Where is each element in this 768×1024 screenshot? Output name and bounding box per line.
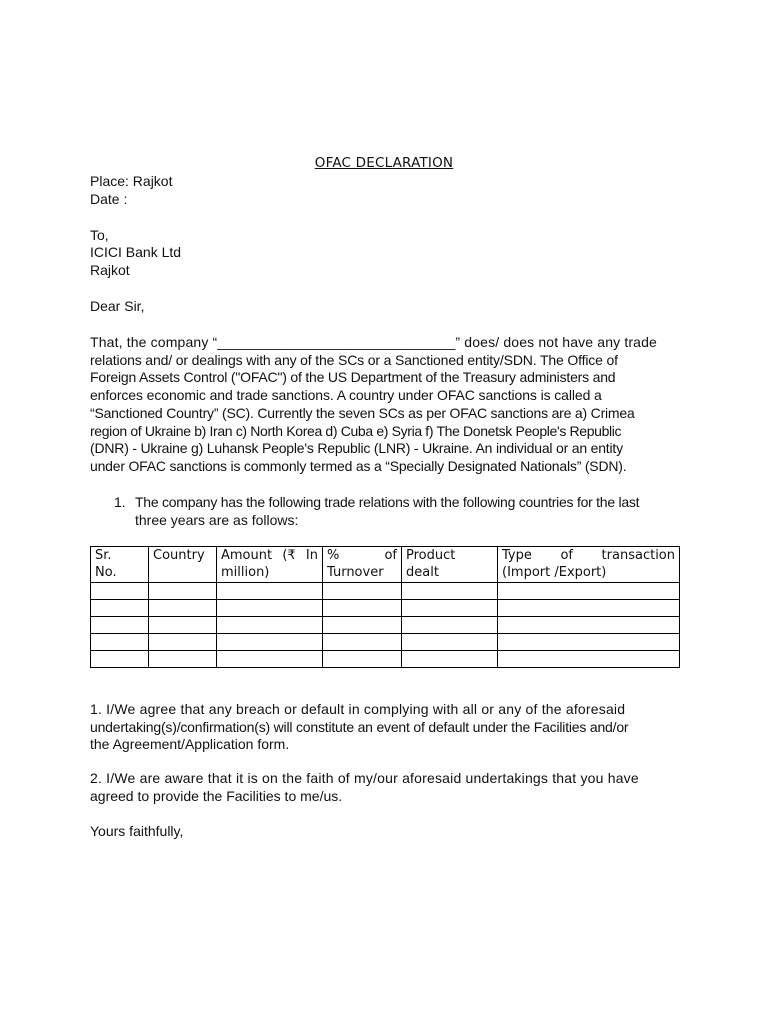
header-country: Country	[149, 547, 217, 583]
intro-paragraph	[90, 334, 678, 476]
clause-2	[90, 770, 678, 805]
table-cell	[91, 634, 149, 651]
table-cell	[498, 583, 680, 600]
list-item-line: The company has the following trade relations with the following countries for the last	[135, 494, 640, 510]
table-cell	[323, 634, 402, 651]
trade-relations-table	[90, 546, 680, 668]
table-cell	[91, 651, 149, 668]
table-cell	[498, 600, 680, 617]
table-cell	[323, 617, 402, 634]
table-cell	[402, 651, 498, 668]
table-cell	[149, 634, 217, 651]
header-product: Product dealt	[402, 547, 498, 583]
table-cell	[91, 617, 149, 634]
date-line: Date :	[90, 191, 128, 207]
clause-1	[90, 701, 678, 754]
table-row	[91, 634, 680, 651]
intro-line: Foreign Assets Control ("OFAC") of the US Department of the Treasury administers and	[90, 369, 616, 386]
list-item-line: three years are as follows:	[135, 511, 299, 528]
intro-line: under OFAC sanctions is commonly termed as a “Specially Designated Nationals” (SDN).	[90, 457, 627, 474]
table-cell	[91, 600, 149, 617]
clause-line: agreed to provide the Facilities to me/us.	[90, 787, 343, 804]
address-city: Rajkot	[90, 262, 130, 278]
page-title: OFAC DECLARATION	[314, 155, 454, 171]
place-line: Place: Rajkot	[90, 173, 173, 189]
table-cell	[402, 600, 498, 617]
table-header-row	[91, 547, 680, 583]
closing: Yours faithfully,	[90, 823, 184, 839]
header-turnover: % of Turnover	[323, 547, 402, 583]
header-amount: Amount (₹ In million)	[217, 547, 323, 583]
intro-line: (DNR) - Ukraine g) Luhansk People's Republic (LNR) - Ukraine. An individual or an entity	[90, 440, 623, 457]
table-cell	[498, 651, 680, 668]
table-cell	[323, 600, 402, 617]
table-row	[91, 600, 680, 617]
intro-line: relations and/ or dealings with any of the SCs or a Sanctioned entity/SDN. The Office of	[90, 351, 618, 368]
table-cell	[498, 617, 680, 634]
intro-line: “Sanctioned Country” (SC). Currently the seven SCs as per OFAC sanctions are a) Crimea	[90, 404, 635, 421]
table-cell	[149, 600, 217, 617]
salutation: Dear Sir,	[90, 298, 145, 314]
table-row	[91, 651, 680, 668]
table-cell	[149, 583, 217, 600]
clause-line: 1. I/We agree that any breach or default in complying with all or any of the aforesaid	[90, 701, 626, 717]
list-item-text	[135, 494, 678, 529]
table-cell	[217, 634, 323, 651]
address-bank: ICICI Bank Ltd	[90, 244, 182, 260]
table-cell	[217, 617, 323, 634]
intro-line: region of Ukraine b) Iran c) North Korea d) Cuba e) Syria f) The Donetsk People's Republic	[90, 422, 622, 439]
table-row	[91, 583, 680, 600]
table-cell	[149, 651, 217, 668]
table-cell	[402, 583, 498, 600]
table-cell	[217, 583, 323, 600]
table-cell	[217, 600, 323, 617]
table-cell	[402, 617, 498, 634]
table-cell	[323, 651, 402, 668]
header-transaction-type: Type of transaction (Import /Export)	[498, 547, 680, 583]
list-item-number: 1.	[114, 494, 126, 510]
clause-line: the Agreement/Application form.	[90, 736, 290, 753]
intro-line: That, the company “______________________________” does/ does not have any trade	[90, 334, 657, 350]
intro-line: enforces economic and trade sanctions. A country under OFAC sanctions is called a	[90, 387, 602, 404]
table-cell	[323, 583, 402, 600]
header-sr-no: Sr. No.	[91, 547, 149, 583]
clause-line: undertaking(s)/confirmation(s) will constitute an event of default under the Facilities and/or	[90, 718, 629, 735]
table-cell	[498, 634, 680, 651]
table-cell	[402, 634, 498, 651]
address-to: To,	[90, 227, 109, 243]
table-row	[91, 617, 680, 634]
table-cell	[149, 617, 217, 634]
table-cell	[91, 583, 149, 600]
clause-line: 2. I/We are aware that it is on the faith of my/our aforesaid undertakings that you have	[90, 770, 639, 786]
table-cell	[217, 651, 323, 668]
